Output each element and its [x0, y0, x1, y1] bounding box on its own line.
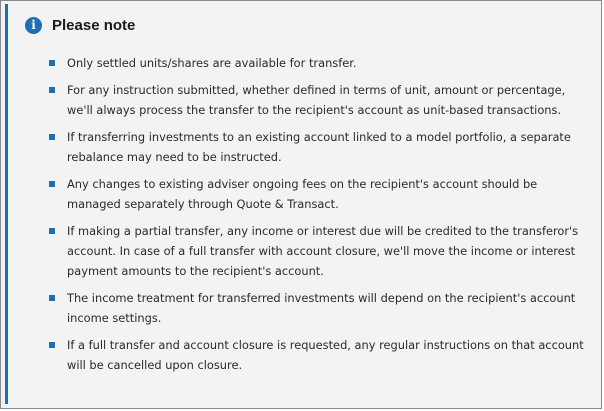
notice-item-text: The income treatment for transferred investments will depend on the recipient's account income settings. — [67, 291, 576, 325]
notice-item-text: If a full transfer and account closure is requested, any regular instructions on that account will be cancelled upon closure. — [67, 338, 584, 372]
notice-item — [8, 335, 598, 375]
notice-list — [8, 53, 598, 382]
square-bullet-icon — [49, 228, 55, 234]
notice-item — [8, 174, 598, 214]
please-note-panel — [5, 4, 599, 404]
square-bullet-icon — [49, 342, 55, 348]
notice-item — [8, 221, 598, 281]
notice-item — [8, 80, 598, 120]
notice-item-text: If making a partial transfer, any income or interest due will be credited to the transferor's account. In case of a full transfer with account closure, we'll move the income or interest payment amounts to the recipient's account. — [67, 224, 579, 278]
notice-item — [8, 53, 598, 73]
notice-item-text: If transferring investments to an existing account linked to a model portfolio, a separate rebalance may need to be instructed. — [67, 130, 571, 164]
square-bullet-icon — [49, 181, 55, 187]
notice-item — [8, 288, 598, 328]
square-bullet-icon — [49, 295, 55, 301]
notice-title: Please note — [52, 16, 136, 34]
notice-item-text: Any changes to existing adviser ongoing fees on the recipient's account should be managed separately through Quote & Transact. — [67, 177, 538, 211]
notice-header — [25, 15, 135, 35]
notice-item-text: Only settled units/shares are available for transfer. — [67, 56, 357, 70]
square-bullet-icon — [49, 60, 55, 66]
notice-item — [8, 127, 598, 167]
notice-item-text: For any instruction submitted, whether defined in terms of unit, amount or percentage, we'll always process the transfer to the recipient's account as unit-based transactions. — [67, 83, 566, 117]
square-bullet-icon — [49, 134, 55, 140]
info-icon: i — [25, 17, 42, 34]
square-bullet-icon — [49, 87, 55, 93]
